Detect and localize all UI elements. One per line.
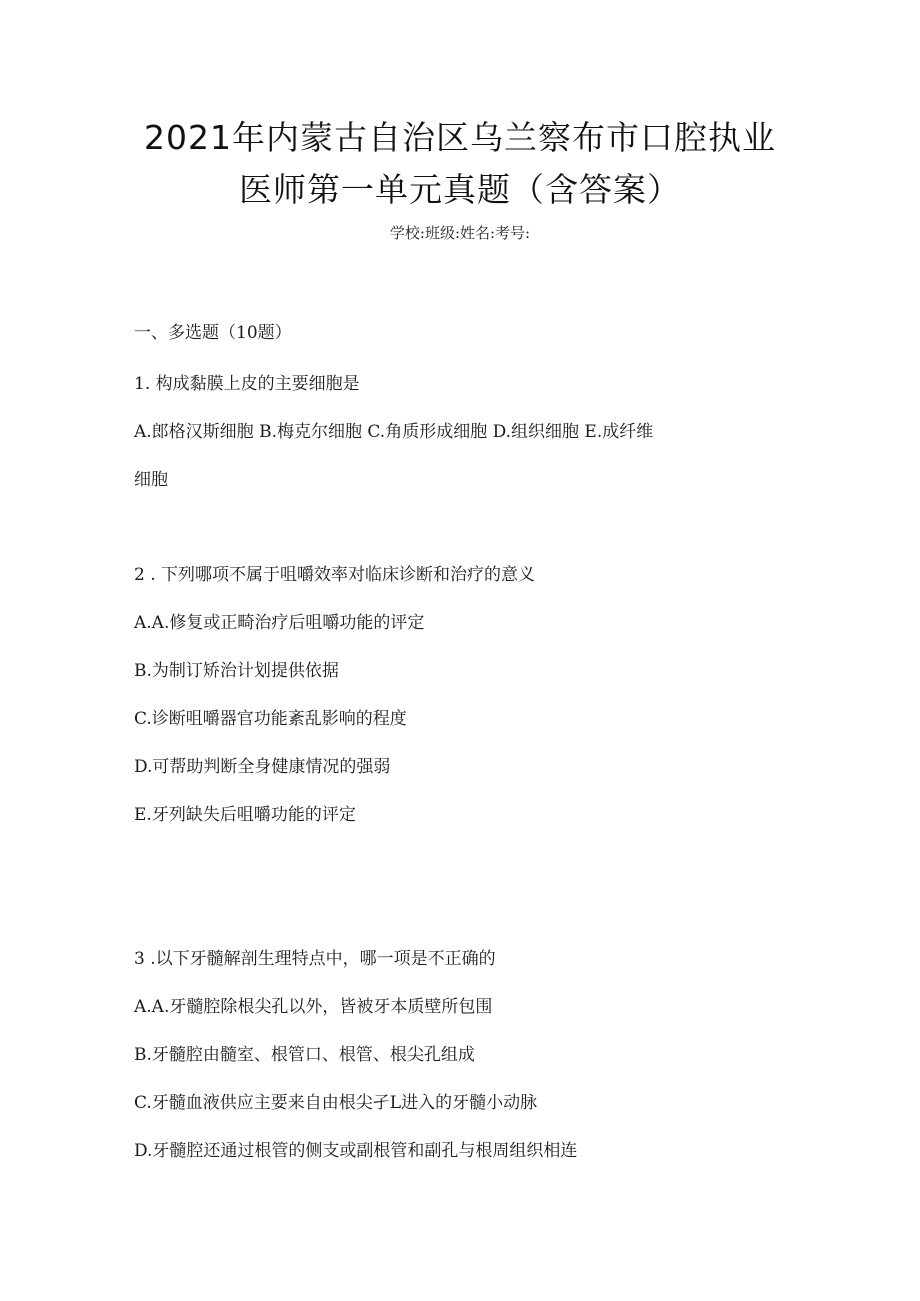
- question-2-option: D.可帮助判断全身健康情况的强弱: [134, 757, 391, 777]
- question-3-stem: 3 .以下牙髓解剖生理特点中，哪一项是不正确的: [134, 949, 496, 969]
- question-3-option: C.牙髓血液供应主要来自由根尖孑L进入的牙髓小动脉: [134, 1093, 538, 1113]
- question-1-options-line: A.郎格汉斯细胞 B.梅克尔细胞 C.角质形成细胞 D.组织细胞 E.成纤维: [134, 422, 654, 442]
- question-3-option: B.牙髓腔由髓室、根管口、根管、根尖孔组成: [134, 1045, 475, 1065]
- question-2-option: E.牙列缺失后咀嚼功能的评定: [134, 805, 356, 825]
- question-3-option: D.牙髓腔还通过根管的侧支或副根管和副孔与根周组织相连: [134, 1141, 578, 1161]
- student-info-line: 学校:班级:姓名:考号:: [389, 224, 531, 242]
- question-2-option: A.A.修复或正畸治疗后咀嚼功能的评定: [134, 613, 425, 633]
- question-1-stem: 1. 构成黏膜上皮的主要细胞是: [134, 374, 360, 394]
- question-2-option: C.诊断咀嚼器官功能紊乱影响的程度: [134, 709, 407, 729]
- document-title-line-2: 医师第一单元真题（含答案）: [239, 170, 681, 209]
- section-heading: 一、多选题（10题）: [134, 323, 292, 343]
- question-2-stem: 2 . 下列哪项不属于咀嚼效率对临床诊断和治疗的意义: [134, 565, 536, 585]
- question-3-option: A.A.牙髓腔除根尖孔以外，皆被牙本质壁所包围: [134, 997, 493, 1017]
- question-1-options-line: 细胞: [134, 470, 168, 490]
- document-title-line-1: 2021年内蒙古自治区乌兰察布市口腔执业: [144, 118, 776, 157]
- question-2-option: B.为制订矫治计划提供依据: [134, 661, 339, 681]
